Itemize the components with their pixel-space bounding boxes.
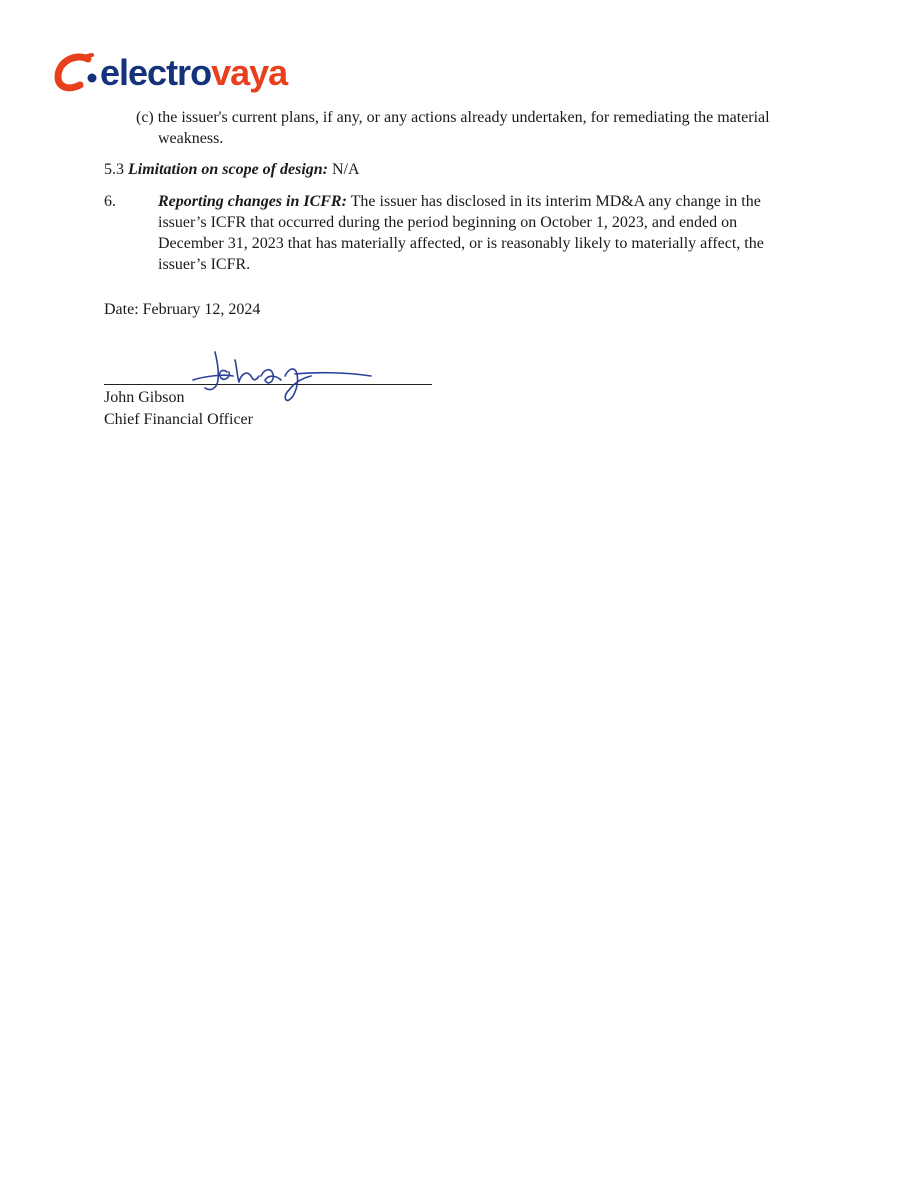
item-c xyxy=(136,107,806,149)
section-6-heading: Reporting changes in ICFR: xyxy=(158,193,347,210)
item-c-label: (c) xyxy=(136,109,154,126)
item-c-text: the issuer's current plans, if any, or any actions already undertaken, for remediating the material xyxy=(157,109,770,126)
section-5-3 xyxy=(104,159,360,180)
section-6-number: 6. xyxy=(104,193,116,210)
logo-swoosh-icon xyxy=(52,51,102,95)
section-5-3-text: N/A xyxy=(332,161,360,178)
item-c-continuation: weakness. xyxy=(158,130,224,147)
logo-text-vaya: vaya xyxy=(211,52,288,93)
section-5-3-number: 5.3 xyxy=(104,161,124,178)
signer-name: John Gibson xyxy=(104,389,185,406)
section-6-text: The issuer has disclosed in its interim MD&A any change in the issuer’s ICFR that occurred during the period beginning on October 1, 2023, and ended on December 31, 2023 that has materially affected, or is reasonably likely to materially affect, the issuer’s ICFR. xyxy=(158,193,764,273)
logo-text-electro: electro xyxy=(100,52,212,93)
section-6-body xyxy=(158,191,798,275)
document-date: Date: February 12, 2024 xyxy=(104,301,261,318)
logo-text xyxy=(100,52,288,93)
signer-title: Chief Financial Officer xyxy=(104,411,253,428)
section-5-3-heading: Limitation on scope of design: xyxy=(128,161,328,178)
company-logo xyxy=(52,50,312,96)
handwritten-signature xyxy=(185,346,375,408)
